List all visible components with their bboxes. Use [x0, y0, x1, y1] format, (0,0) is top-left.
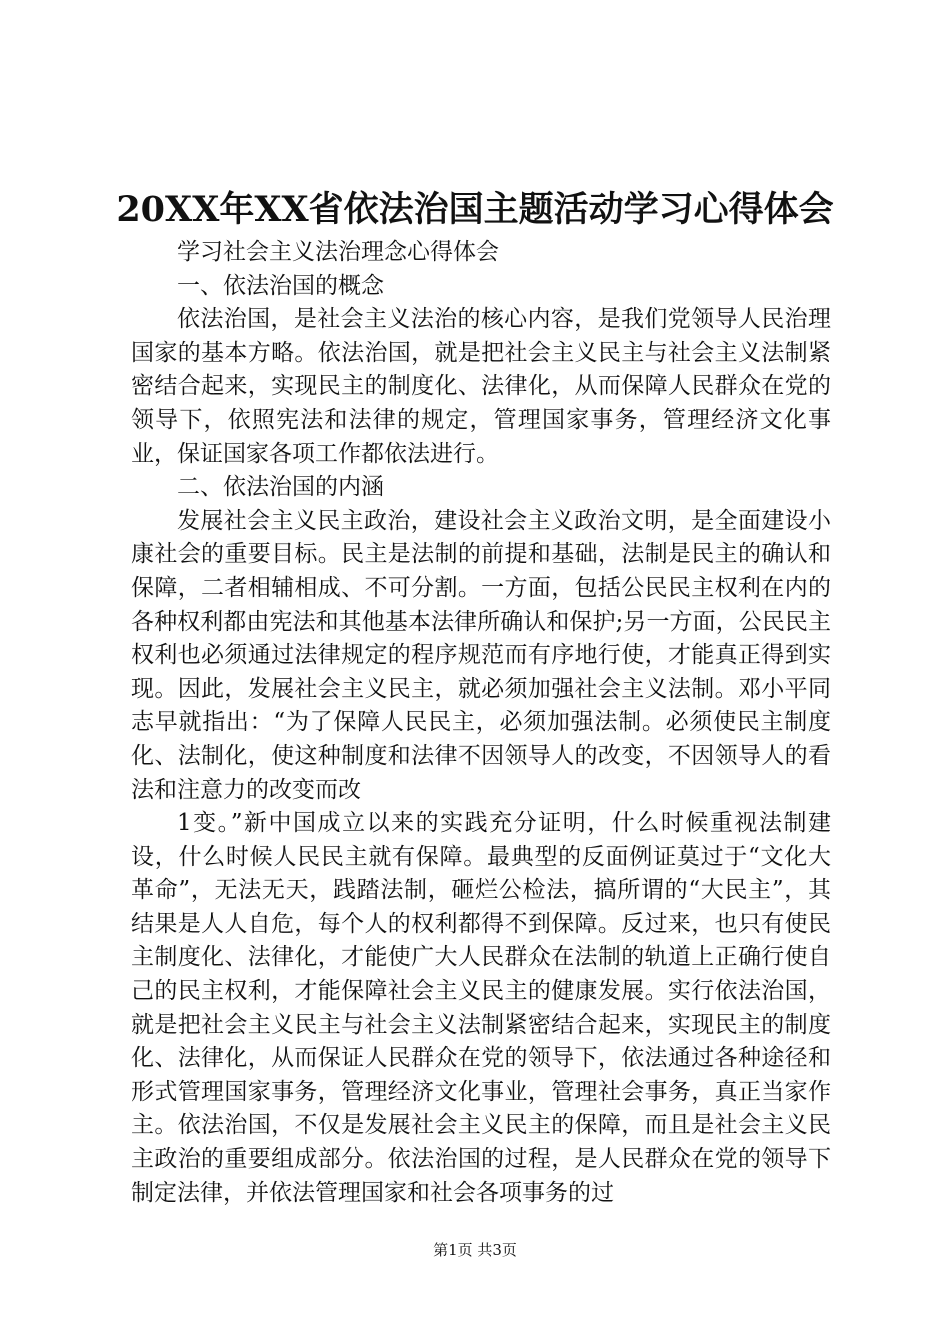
document-body [131, 236, 831, 1210]
body-paragraph: 发展社会主义民主政治，建设社会主义政治文明，是全面建设小康社会的重要目标。民主是法制的前提和基础，法制是民主的确认和保障，二者相辅相成、不可分割。一方面，包括公民民主权利在内的各种权利都由宪法和其他基本法律所确认和保护;另一方面，公民民主权利也必须通过法律规定的程序规范而有序地行使，才能真正得到实现。因此，发展社会主义民主，就必须加强社会主义法制。邓小平同志早就指出：“为了保障人民民主，必须加强法制。必须使民主制度化、法制化，使这种制度和法律不因领导人的改变，不因领导人的看法和注意力的改变而改 [131, 507, 831, 803]
body-paragraph: 1变。”新中国成立以来的实践充分证明，什么时候重视法制建设，什么时候人民民主就有保障。最典型的反面例证莫过于“文化大革命”，无法无天，践踏法制，砸烂公检法，搞所谓的“大民主”，其结果是人人自危，每个人的权利都得不到保障。反过来，也只有使民主制度化、法律化，才能使广大人民群众在法制的轨道上正确行使自己的民主权利，才能保障社会主义民主的健康发展。实行依法治国，就是把社会主义民主与社会主义法制紧密结合起来，实现民主的制度化、法律化，从而保证人民群众在党的领导下，依法通过各种途径和形式管理国家事务，管理经济文化事业，管理社会事务，真正当家作主。依法治国，不仅是发展社会主义民主的保障，而且是社会主义民主政治的重要组成部分。依法治国的过程，是人民群众在党的领导下制定法律，并依法管理国家和社会各项事务的过 [131, 810, 831, 1206]
subtitle-paragraph: 学习社会主义法治理念心得体会 [177, 239, 499, 265]
section-heading-1: 一、依法治国的概念 [177, 272, 384, 299]
body-paragraph: 依法治国，是社会主义法治的核心内容，是我们党领导人民治理国家的基本方略。依法治国，就是把社会主义民主与社会主义法制紧密结合起来，实现民主的制度化、法律化，从而保障人民群众在党的领导下，依照宪法和法律的规定，管理国家事务，管理经济文化事业，保证国家各项工作都依法进行。 [131, 306, 831, 467]
page-footer: 第1页 共3页 [433, 1241, 517, 1259]
section-heading-2: 二、依法治国的内涵 [177, 474, 384, 501]
document-title: 20XX年XX省依法治国主题活动学习心得体会 [116, 189, 834, 230]
